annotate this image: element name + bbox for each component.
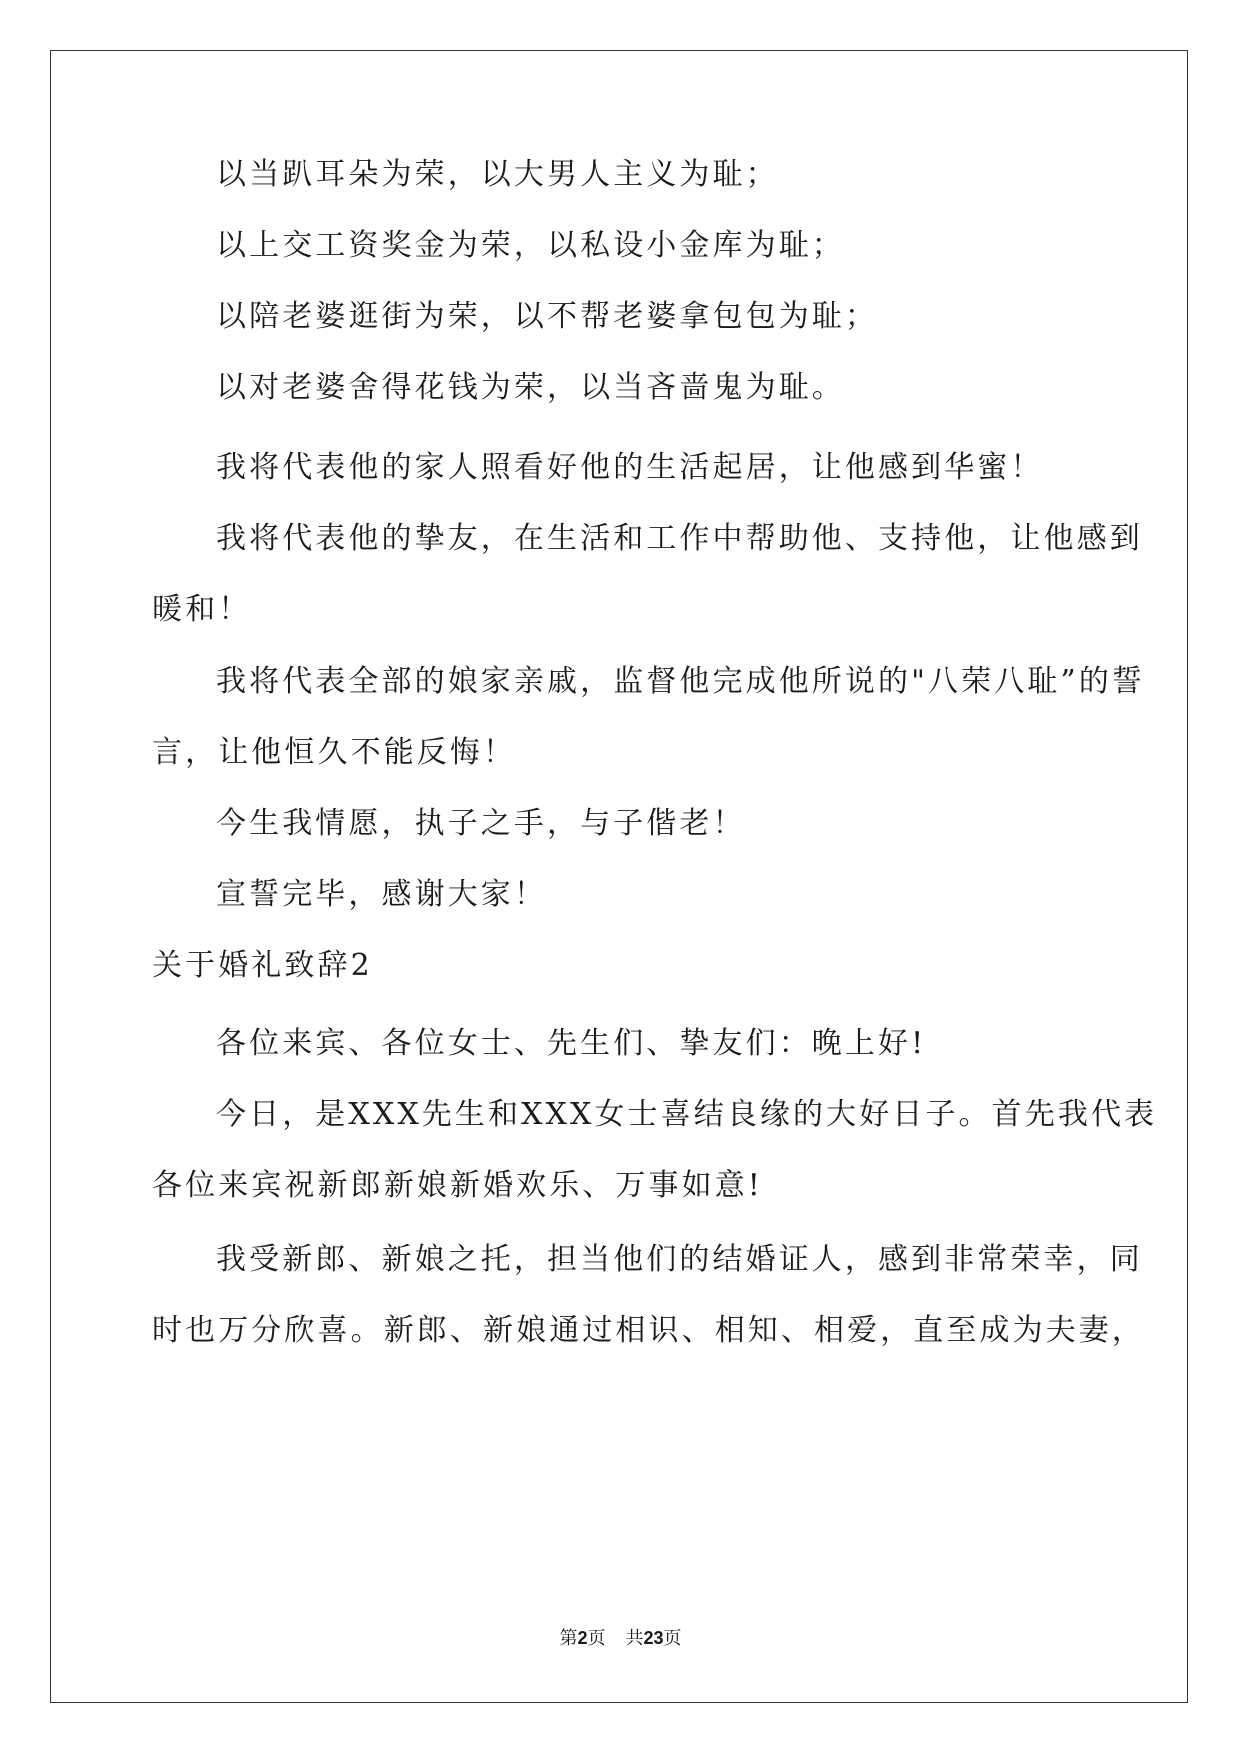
paragraph-line: 我将代表全部的娘家亲戚，监督他完成他所说的"八荣八耻”的誓 [216, 664, 1146, 699]
total-page-count: 23 [643, 1628, 664, 1648]
paragraph-line: 时也万分欣喜。新郎、新娘通过相识、相知、相爱，直至成为夫妻， [152, 1313, 1145, 1348]
paragraph-line: 宣誓完毕，感谢大家！ [216, 877, 547, 912]
section-heading: 关于婚礼致辞2 [152, 948, 373, 983]
footer-total-prefix: 共 [625, 1628, 644, 1649]
footer-prefix: 第 [559, 1628, 578, 1649]
paragraph-line: 我将代表他的挚友，在生活和工作中帮助他、支持他，让他感到 [216, 521, 1143, 556]
paragraph-line: 我受新郎、新娘之托，担当他们的结婚证人，感到非常荣幸，同 [216, 1242, 1143, 1277]
paragraph-line: 以当趴耳朵为荣，以大男人主义为耻； [216, 157, 779, 192]
paragraph-line: 各位来宾、各位女士、先生们、挚友们：晚上好! [216, 1026, 927, 1061]
paragraph-line: 我将代表他的家人照看好他的生活起居，让他感到华蜜！ [216, 450, 1044, 485]
paragraph-line: 今生我情愿，执子之手，与子偕老！ [216, 806, 746, 841]
paragraph-line: 以上交工资奖金为荣，以私设小金库为耻； [216, 228, 845, 263]
page-footer [0, 1626, 1241, 1651]
paragraph-line: 言，让他恒久不能反悔！ [152, 735, 517, 770]
current-page-number: 2 [577, 1628, 588, 1648]
paragraph-line: 今日，是XXX先生和XXX女士喜结良缘的大好日子。首先我代表 [216, 1097, 1158, 1132]
paragraph-line: 以对老婆舍得花钱为荣，以当吝啬鬼为耻。 [216, 370, 845, 405]
footer-page-unit: 页 [587, 1628, 606, 1649]
paragraph-line: 暖和！ [152, 592, 252, 627]
paragraph-line: 以陪老婆逛街为荣，以不帮老婆拿包包为耻； [216, 299, 878, 334]
paragraph-line: 各位来宾祝新郎新娘新婚欢乐、万事如意! [152, 1168, 763, 1203]
footer-total-unit: 页 [663, 1628, 682, 1649]
